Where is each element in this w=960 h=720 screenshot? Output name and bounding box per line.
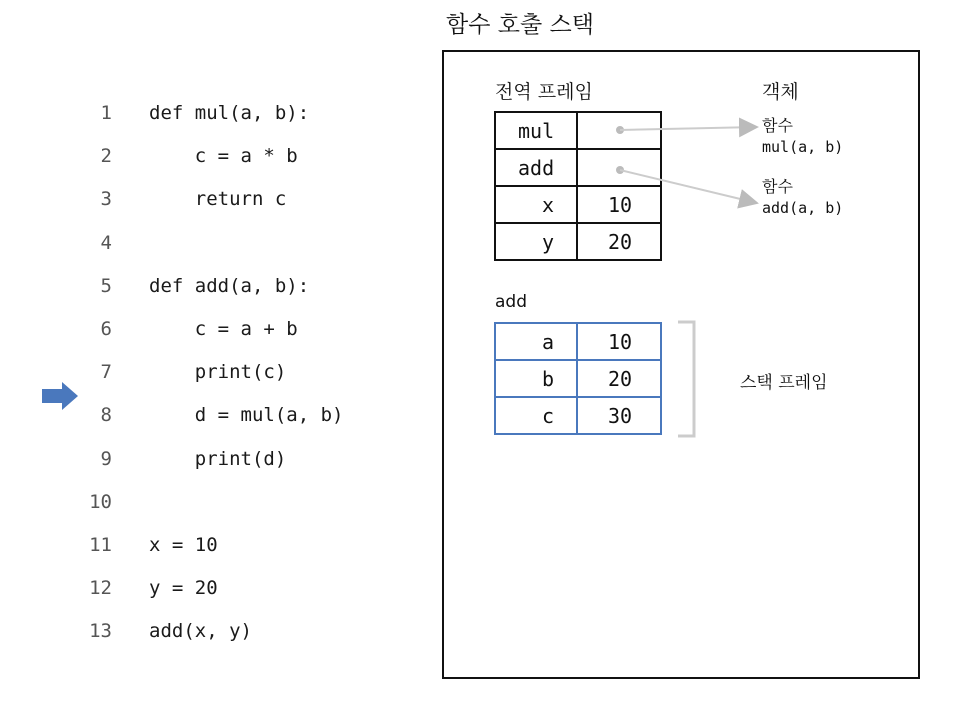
variable-name: mul <box>495 112 577 149</box>
line-code: print(c) <box>149 361 287 384</box>
line-code: c = a + b <box>149 318 298 340</box>
stack-frame-name: add <box>495 292 527 312</box>
variable-value: 10 <box>577 323 661 360</box>
variable-name: c <box>495 397 577 434</box>
line-number: 9 <box>100 447 112 470</box>
line-number: 10 <box>89 490 112 513</box>
variable-value: 10 <box>577 186 661 223</box>
objects-label: 객체 <box>762 81 799 103</box>
line-number: 7 <box>100 361 112 384</box>
variable-name: x <box>495 186 577 223</box>
line-number: 8 <box>100 404 112 427</box>
line-code: x = 10 <box>149 534 218 556</box>
variable-value: 20 <box>577 360 661 397</box>
line-code: def add(a, b): <box>149 274 310 297</box>
stack-frame-table <box>494 322 662 435</box>
line-number: 6 <box>100 318 112 340</box>
stack-frame-bracket-label: 스택 프레임 <box>740 373 828 393</box>
line-number: 3 <box>100 188 112 211</box>
line-code: c = a * b <box>149 145 298 168</box>
stack-frame-bracket <box>670 318 710 442</box>
line-code: y = 20 <box>149 577 218 600</box>
object-kind: 함수 <box>762 116 793 135</box>
line-code: d = mul(a, b) <box>149 404 344 427</box>
line-number: 12 <box>89 577 112 600</box>
variable-value: 20 <box>577 223 661 260</box>
line-number: 11 <box>89 534 112 556</box>
pointer-line <box>620 127 757 130</box>
variable-value: 30 <box>577 397 661 434</box>
pointer-line <box>620 170 757 203</box>
stack-frame-row <box>495 323 661 360</box>
variable-name: y <box>495 223 577 260</box>
line-number: 2 <box>100 145 112 168</box>
object-signature: add(a, b) <box>762 199 844 217</box>
line-number: 13 <box>89 620 112 643</box>
line-code: return c <box>149 188 287 211</box>
line-number: 4 <box>100 231 112 254</box>
line-number: 1 <box>100 102 112 124</box>
line-code: def mul(a, b): <box>149 102 310 124</box>
line-code: add(x, y) <box>149 620 252 643</box>
line-code: print(d) <box>149 447 287 470</box>
global-frame-label: 전역 프레임 <box>495 81 593 103</box>
diagram-title: 함수 호출 스택 <box>446 12 594 38</box>
variable-name: a <box>495 323 577 360</box>
line-number: 5 <box>100 274 112 297</box>
variable-name: add <box>495 149 577 186</box>
variable-name: b <box>495 360 577 397</box>
stack-frame-row <box>495 360 661 397</box>
stack-frame-row <box>495 397 661 434</box>
object-kind: 함수 <box>762 177 793 196</box>
object-signature: mul(a, b) <box>762 138 844 156</box>
